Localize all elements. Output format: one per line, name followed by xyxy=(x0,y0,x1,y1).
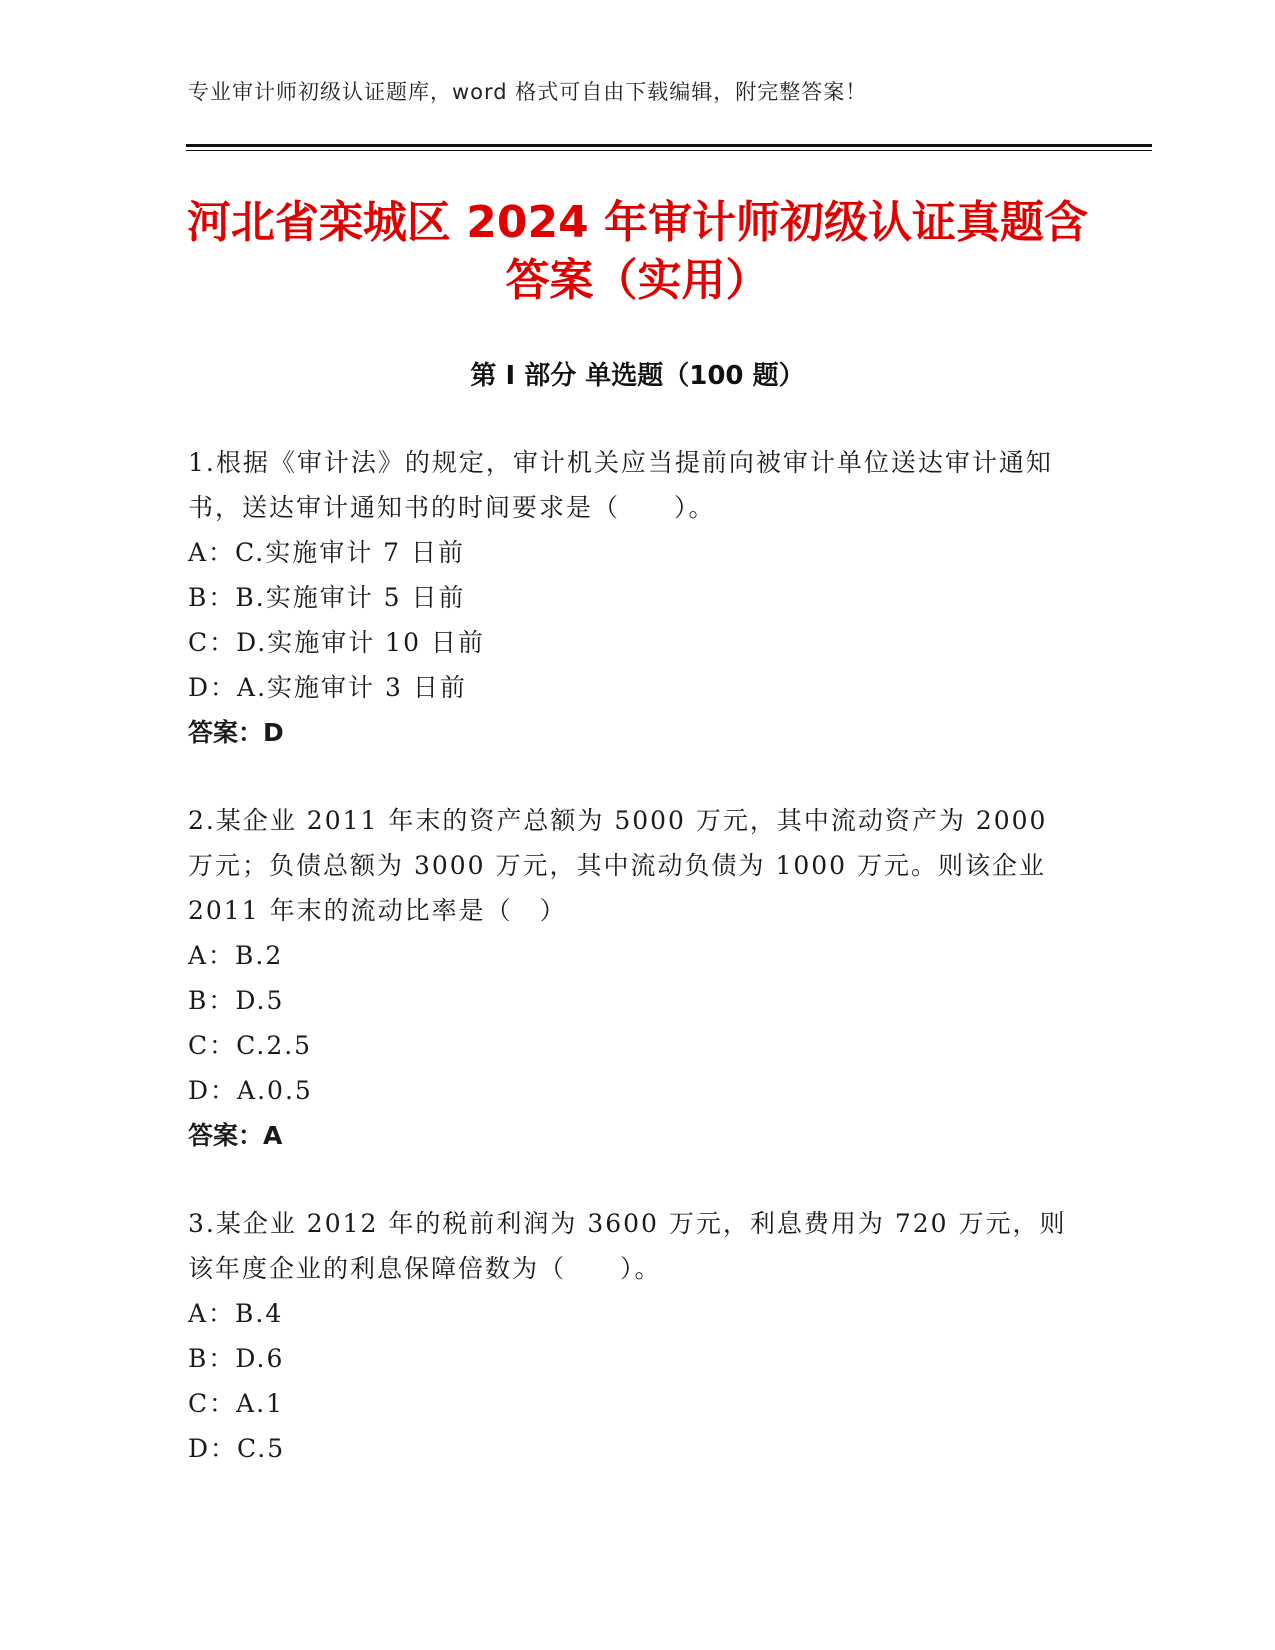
option-c: C：A.1 xyxy=(188,1389,285,1418)
option-a: A：B.2 xyxy=(188,941,284,970)
question-stem: 2.某企业 2011 年末的资产总额为 5000 万元，其中流动资产为 2000 万元；负债总额为 3000 万元，其中流动负债为 1000 万元。则该企业 2011 年末的流动比率是（ ） xyxy=(188,806,1048,925)
question-stem: 3.某企业 2012 年的税前利润为 3600 万元，利息费用为 720 万元，则该年度企业的利息保障倍数为（ ）。 xyxy=(188,1209,1067,1283)
answer-line: 答案：D xyxy=(188,718,284,747)
option-b: B：D.5 xyxy=(188,986,285,1015)
option-c: C：D.实施审计 10 日前 xyxy=(188,628,485,657)
option-a: A：B.4 xyxy=(188,1299,284,1328)
option-d: D：C.5 xyxy=(188,1434,286,1463)
option-c: C：C.2.5 xyxy=(188,1031,313,1060)
question-1 xyxy=(188,440,1068,755)
question-2 xyxy=(188,798,1068,1158)
option-b: B：B.实施审计 5 日前 xyxy=(188,583,466,612)
option-d: D：A.实施审计 3 日前 xyxy=(188,673,467,702)
question-list xyxy=(188,440,1068,1514)
header-note: 专业审计师初级认证题库，word 格式可自由下载编辑，附完整答案！ xyxy=(188,80,868,104)
question-stem: 1.根据《审计法》的规定，审计机关应当提前向被审计单位送达审计通知书，送达审计通知书的时间要求是（ ）。 xyxy=(188,448,1053,522)
header-rule-thin xyxy=(186,150,1152,151)
document-title xyxy=(150,194,1125,310)
question-3 xyxy=(188,1201,1068,1471)
section-title: 第 I 部分 单选题（100 题） xyxy=(470,361,805,391)
option-b: B：D.6 xyxy=(188,1344,285,1373)
document-title-line2: 答案（实用） xyxy=(505,255,770,306)
header-rule-thick xyxy=(186,144,1152,147)
option-a: A：C.实施审计 7 日前 xyxy=(188,538,466,567)
option-d: D：A.0.5 xyxy=(188,1076,313,1105)
answer-line: 答案：A xyxy=(188,1121,283,1150)
document-title-line1: 河北省栾城区 2024 年审计师初级认证真题含 xyxy=(186,197,1089,248)
